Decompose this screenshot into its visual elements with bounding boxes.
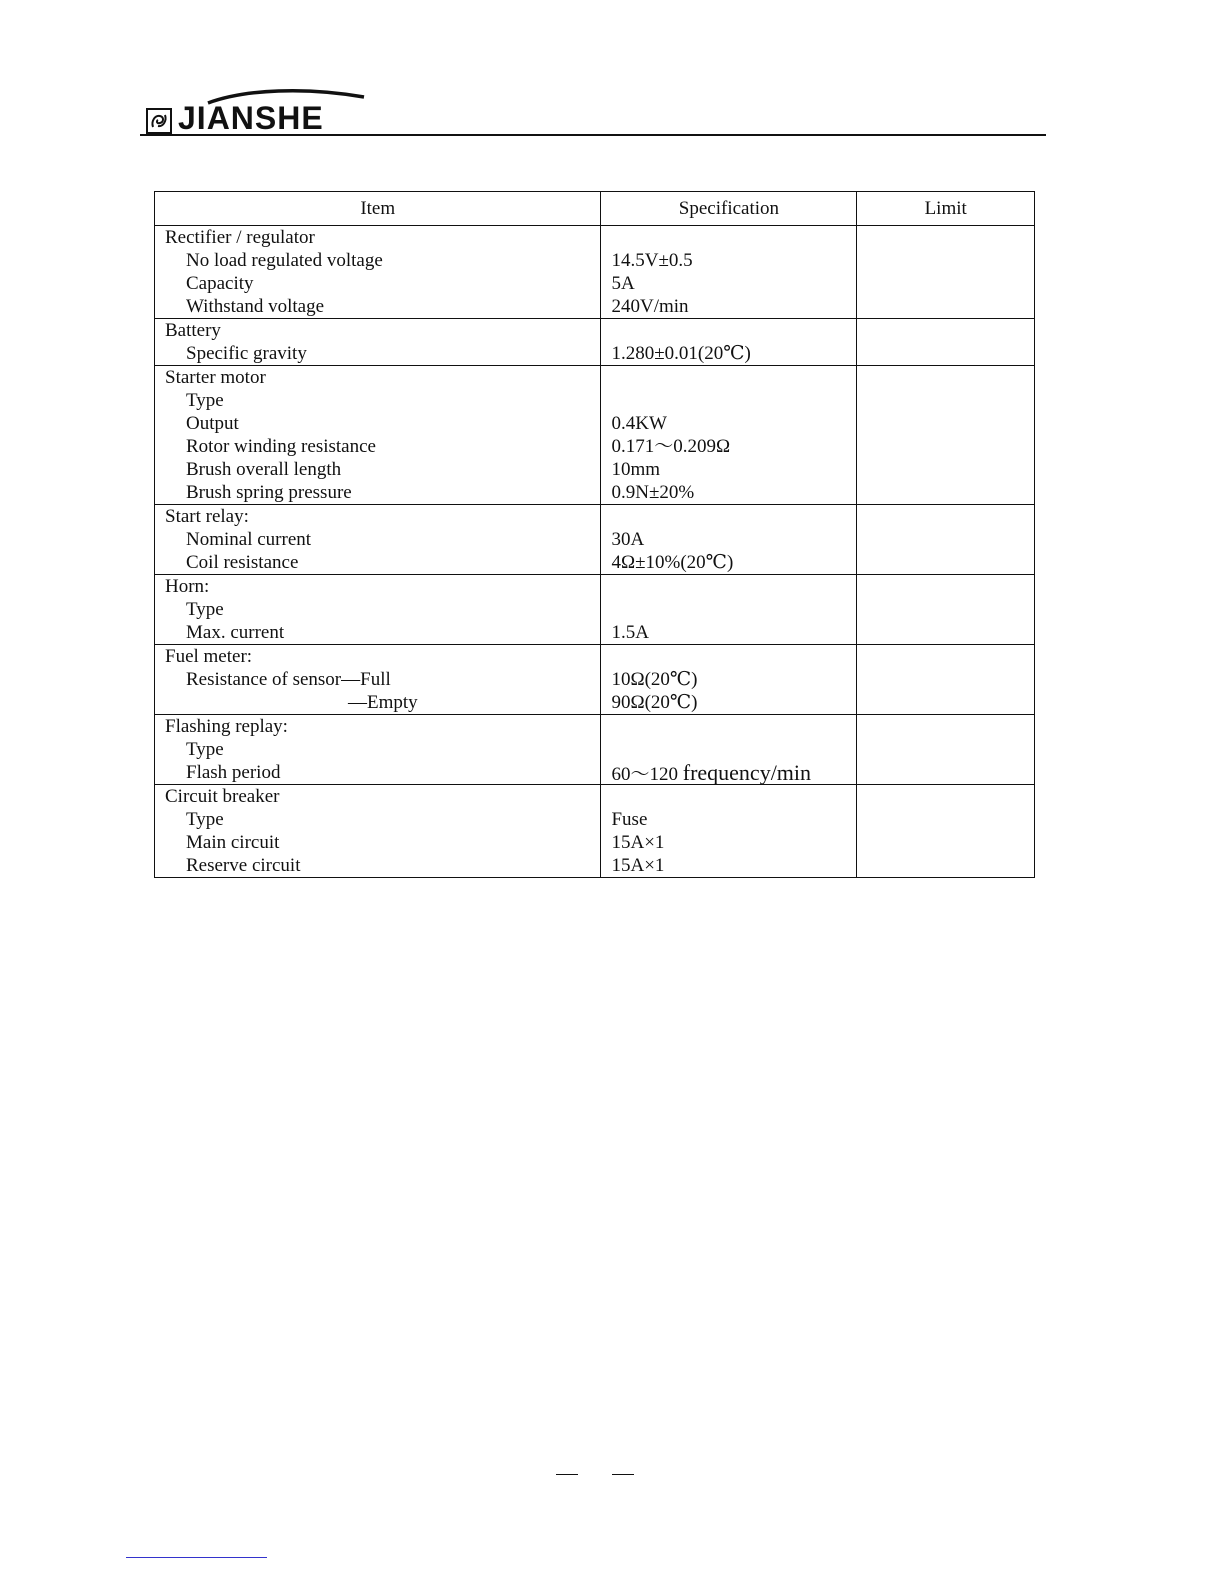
spec-value: 15A×1 [611, 832, 665, 853]
spec-value [601, 366, 856, 389]
spec-value: 10Ω(20℃) [611, 669, 698, 690]
item-label: Rotor winding resistance [186, 436, 376, 457]
limit-cell [857, 575, 1035, 645]
spec-value: 0.9N±20% [611, 482, 695, 503]
item-cell [155, 785, 601, 878]
item-label: Output [186, 413, 239, 434]
item-cell [155, 366, 601, 505]
item-label: Coil resistance [186, 552, 299, 573]
table-row [155, 226, 1035, 319]
item-cell [155, 226, 601, 319]
spec-value [601, 319, 856, 342]
spec-cell [601, 319, 857, 366]
item-cell [155, 645, 601, 715]
item-label: Resistance of sensor—Full [186, 669, 391, 690]
spec-cell [601, 226, 857, 319]
item-label: No load regulated voltage [186, 250, 383, 271]
spec-value: 4Ω±10%(20℃) [611, 552, 734, 573]
column-header-item: Item [155, 192, 601, 226]
item-label: Main circuit [186, 832, 280, 853]
table-row [155, 505, 1035, 575]
group-title: Start relay: [165, 506, 249, 527]
item-label: Reserve circuit [186, 855, 301, 876]
column-header-specification: Specification [601, 192, 857, 226]
flash-period-unit: frequency/min [682, 760, 812, 785]
table-row [155, 575, 1035, 645]
spec-cell [601, 715, 857, 785]
item-label: Type [186, 739, 224, 760]
table-row [155, 645, 1035, 715]
spec-value [601, 715, 856, 738]
limit-cell [857, 715, 1035, 785]
spec-value: 90Ω(20℃) [611, 692, 698, 713]
table-row [155, 319, 1035, 366]
item-label: Type [186, 599, 224, 620]
limit-cell [857, 505, 1035, 575]
spec-cell [601, 505, 857, 575]
item-label: Specific gravity [186, 343, 307, 364]
item-label: Type [186, 809, 224, 830]
group-title: Starter motor [165, 367, 266, 388]
limit-cell [857, 319, 1035, 366]
item-label: Nominal current [186, 529, 312, 550]
spec-value [601, 389, 856, 412]
spec-value: Fuse [611, 809, 648, 830]
spec-cell [601, 575, 857, 645]
brand-name: JIANSHE [178, 100, 324, 136]
page-number-marks [556, 1474, 636, 1478]
jianshe-logo [146, 87, 366, 136]
item-label: Type [186, 390, 224, 411]
spec-value [601, 505, 856, 528]
spec-value-flash-period [601, 761, 856, 784]
limit-cell [857, 785, 1035, 878]
limit-cell [857, 366, 1035, 505]
spec-value: 1.280±0.01(20℃) [611, 343, 751, 364]
spec-value [601, 738, 856, 761]
item-label: Withstand voltage [186, 296, 325, 317]
spec-value: 1.5A [611, 622, 649, 643]
spec-value [601, 785, 856, 808]
item-label: Brush overall length [186, 459, 342, 480]
logo-emblem-icon [146, 108, 172, 134]
spec-value: 14.5V±0.5 [611, 250, 693, 271]
spec-value [601, 226, 856, 249]
page-header [140, 84, 1046, 136]
footnote-rule [126, 1557, 267, 1558]
item-cell [155, 715, 601, 785]
spec-cell [601, 366, 857, 505]
table-row [155, 785, 1035, 878]
item-label: Brush spring pressure [186, 482, 352, 503]
flash-period-range: 60～120 [611, 764, 678, 785]
group-title: Fuel meter: [165, 646, 253, 667]
table-row [155, 366, 1035, 505]
group-title: Rectifier / regulator [165, 227, 315, 248]
spec-value: 0.4KW [611, 413, 667, 434]
spec-value: 5A [611, 273, 635, 294]
item-cell [155, 505, 601, 575]
specification-table [154, 191, 1035, 878]
page-number-dash-right [612, 1474, 634, 1475]
column-header-limit: Limit [857, 192, 1035, 226]
item-cell [155, 319, 601, 366]
group-title: Flashing replay: [165, 716, 288, 737]
spec-value: 15A×1 [611, 855, 665, 876]
item-label: Max. current [186, 622, 285, 643]
item-label: Flash period [186, 762, 281, 783]
spec-value: 10mm [611, 459, 661, 480]
spec-value [601, 575, 856, 598]
spec-cell [601, 645, 857, 715]
group-title: Horn: [165, 576, 210, 597]
spec-value: 240V/min [611, 296, 689, 317]
spec-cell [601, 785, 857, 878]
table-row [155, 715, 1035, 785]
page-number-dash-left [556, 1474, 578, 1475]
item-label: Capacity [186, 273, 254, 294]
spec-value [601, 645, 856, 668]
spec-value: 30A [611, 529, 645, 550]
spec-value: 0.171～0.209Ω [611, 436, 731, 457]
limit-cell [857, 226, 1035, 319]
item-cell [155, 575, 601, 645]
table-header-row [155, 192, 1035, 226]
item-label: —Empty [348, 692, 418, 713]
group-title: Battery [165, 320, 221, 341]
limit-cell [857, 645, 1035, 715]
spec-value [601, 598, 856, 621]
group-title: Circuit breaker [165, 786, 280, 807]
